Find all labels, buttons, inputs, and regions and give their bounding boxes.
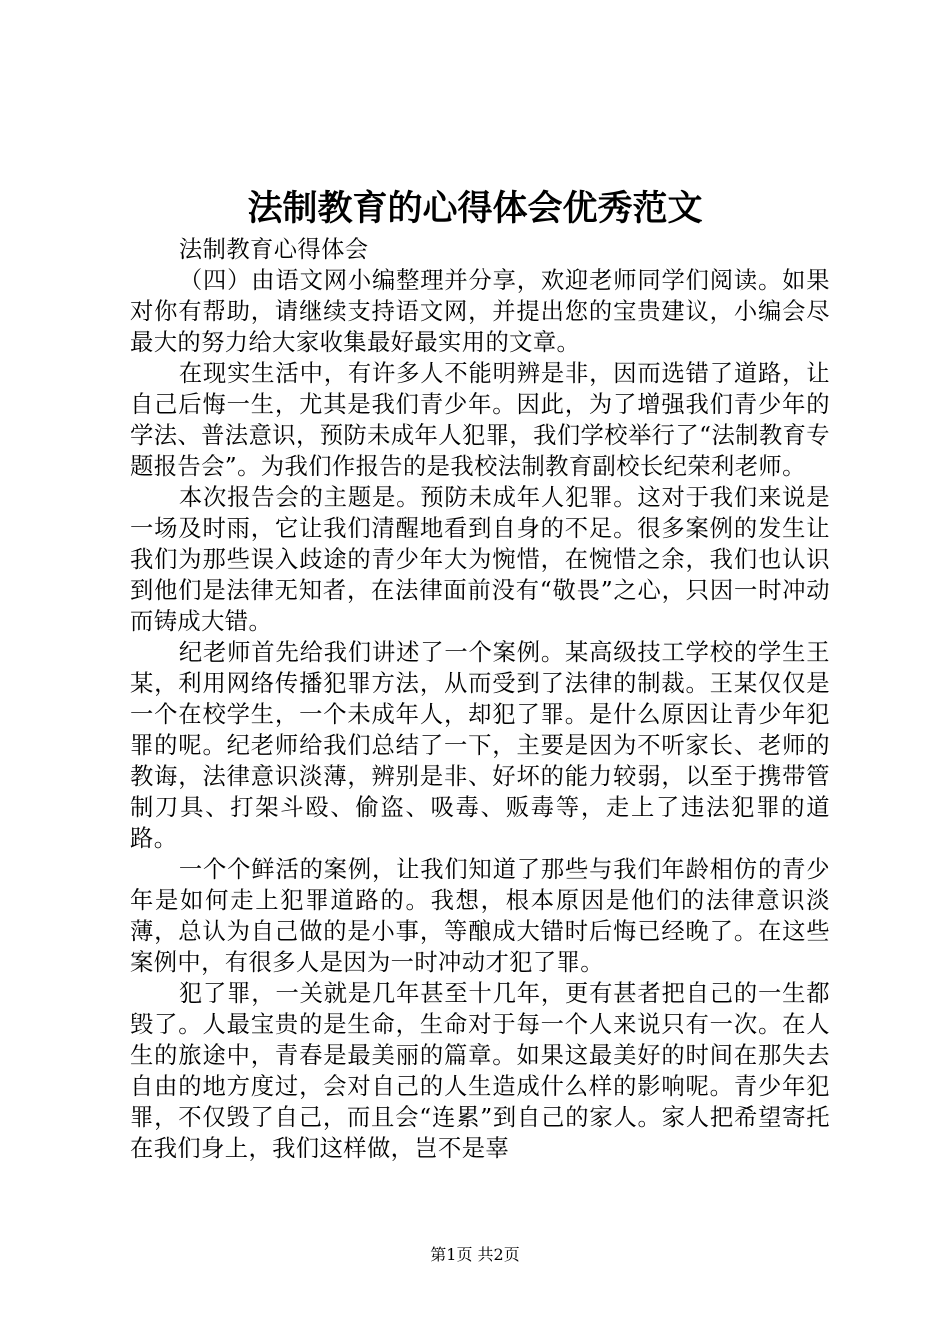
paragraph: 犯了罪，一关就是几年甚至十几年，更有甚者把自己的一生都毁了。人最宝贵的是生命，生命对于每一个人来说只有一次。在人生的旅途中，青春是最美丽的篇章。如果这最美好的时间在那失去自由的地方度过，会对自己的人生造成什么样的影响呢。青少年犯罪，不仅毁了自己，而且会“连累”到自己的家人。家人把希望寄托在我们身上，我们这样做，岂不是辜 [130, 980, 830, 1162]
paragraph: 本次报告会的主题是。预防未成年人犯罪。这对于我们来说是一场及时雨，它让我们清醒地看到自身的不足。很多案例的发生让我们为那些误入歧途的青少年大为惋惜，在惋惜之余，我们也认识到他们是法律无知者，在法律面前没有“敬畏”之心，只因一时冲动而铸成大错。 [130, 484, 830, 635]
paragraph: 在现实生活中，有许多人不能明辨是非，因而选错了道路，让自己后悔一生，尤其是我们青少年。因此，为了增强我们青少年的学法、普法意识，预防未成年人犯罪，我们学校举行了“法制教育专题报告会”。为我们作报告的是我校法制教育副校长纪荣利老师。 [130, 360, 830, 480]
paragraph-subtitle: 法制教育心得体会 [178, 236, 369, 263]
paragraph: 一个个鲜活的案例，让我们知道了那些与我们年龄相仿的青少年是如何走上犯罪道路的。我想，根本原因是他们的法律意识淡薄，总认为自己做的是小事，等酿成大错时后悔已经晚了。在这些案例中，有很多人是因为一时冲动才犯了罪。 [130, 856, 830, 976]
document-title: 法制教育的心得体会优秀范文 [247, 188, 703, 229]
page-footer: 第1页 共2页 [430, 1245, 520, 1264]
document-body [130, 234, 830, 1164]
paragraph: （四）由语文网小编整理并分享，欢迎老师同学们阅读。如果对你有帮助，请继续支持语文网，并提出您的宝贵建议，小编会尽最大的努力给大家收集最好最实用的文章。 [130, 267, 830, 356]
paragraph: 纪老师首先给我们讲述了一个案例。某高级技工学校的学生王某，利用网络传播犯罪方法，从而受到了法律的制裁。王某仅仅是一个在校学生，一个未成年人，却犯了罪。是什么原因让青少年犯罪的呢。纪老师给我们总结了一下，主要是因为不听家长、老师的教诲，法律意识淡薄，辨别是非、好坏的能力较弱，以至于携带管制刀具、打架斗殴、偷盗、吸毒、贩毒等，走上了违法犯罪的道路。 [130, 639, 830, 852]
